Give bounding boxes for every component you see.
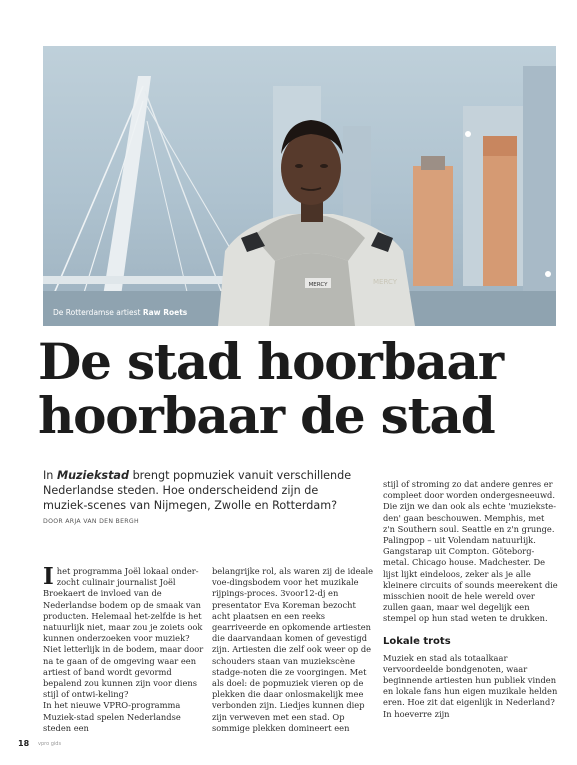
hoodie-print: MERCY [373,278,398,286]
photo-illustration [43,46,556,326]
body-paragraph: In het nieuwe VPRO-programma Muziek-stad spelen Nederlandse steden een [43,700,181,733]
body-paragraph: stijl of stroming zo dat andere genres er compleet door worden ondergesneeuwd. Die zijn we dan ook als echte 'muziekste-den' gaan beschouwen. Memphis, met z'n Southern soul. Seattle en z'n grunge. Palingpop – uit Volendam natuurlijk. Gangstarap uit Compton. Göteborg-metal. Chicago house. Madchester. De lijst lijkt eindeloos, zeker als je alle kleinere circuits of sounds meerekent die misschien nooit de hele wereld over zullen gaan, maar wel degelijk een stempel op hun stad weten te drukken. [383,479,558,624]
intro-lead: In [43,469,54,482]
body-column-3 [383,479,558,720]
headline-line-2: hoorbaar de stad [38,386,495,445]
sweater-label: MERCY [308,282,328,288]
body-column-1 [43,563,204,734]
section-subhead: Lokale trots [383,635,451,647]
byline: DOOR ARJA VAN DEN BERGH [43,518,139,525]
photo-caption [53,308,187,317]
hero-photo [43,46,556,326]
intro-text: brengt popmuziek vanuit verschillende Nederlandse steden. Hoe onderscheidend zijn de muziek-scenes van Nijmegen, Zwolle en Rotterdam? [43,469,352,512]
intro-paragraph [43,468,361,513]
body-column-2 [212,566,373,734]
body-paragraph: belangrijke rol, als waren zij de ideale voe-dingsbodem voor het muzikale rijpings-proces. 3voor12-dj en presentator Eva Koreman bezocht acht plaatsen en een reeks gearriveerde en opkomende artiesten die daarvandaan komen of gevestigd zijn. Artiesten die zelf ook weer op de schouders staan van muziekscène stadge-noten die ze voorgingen. Met als doel: de popmuziek vieren op de plekken die daar onlosmakelijk mee verbonden zijn. Liedjes kunnen diep zijn verweven met een stad. Op sommige plekken domineert een [212,566,374,733]
caption-prefix: De Rotterdamse artiest [53,308,141,317]
magazine-logo: vpro gids [38,741,62,747]
intro-program: Muziekstad [56,469,129,482]
body-paragraph: Muziek en stad als totaalkaar vervoordeelde bondgenoten, waar beginnende artiesten hun publiek vinden en lokale fans hun eigen muzikale helden eren. Hoe zit dat eigenlijk in Nederland? In hoeverre zijn [383,652,558,719]
headline [38,332,558,445]
caption-name: Raw Roets [142,308,188,317]
headline-line-1: De stad hoorbaar [38,332,503,391]
body-text: het programma Joël lokaal onder-zocht culinair journalist Joël Broekaert de invloed van de Nederlandse bodem op de smaak van producten. Helemaal het-zelfde is het natuurlijk niet, maar zou je zoiets ook kunnen onderzoeken voor muziek? Niet letterlijk in de bodem, maar door na te gaan of de omgeving waar een artiest of band wordt gevormd bepalend zou kunnen zijn voor diens stijl of ontwi-keling? [43,566,204,700]
drop-cap: I [43,563,54,590]
body-paragraph [43,563,204,700]
page-number: 18 [18,739,30,748]
